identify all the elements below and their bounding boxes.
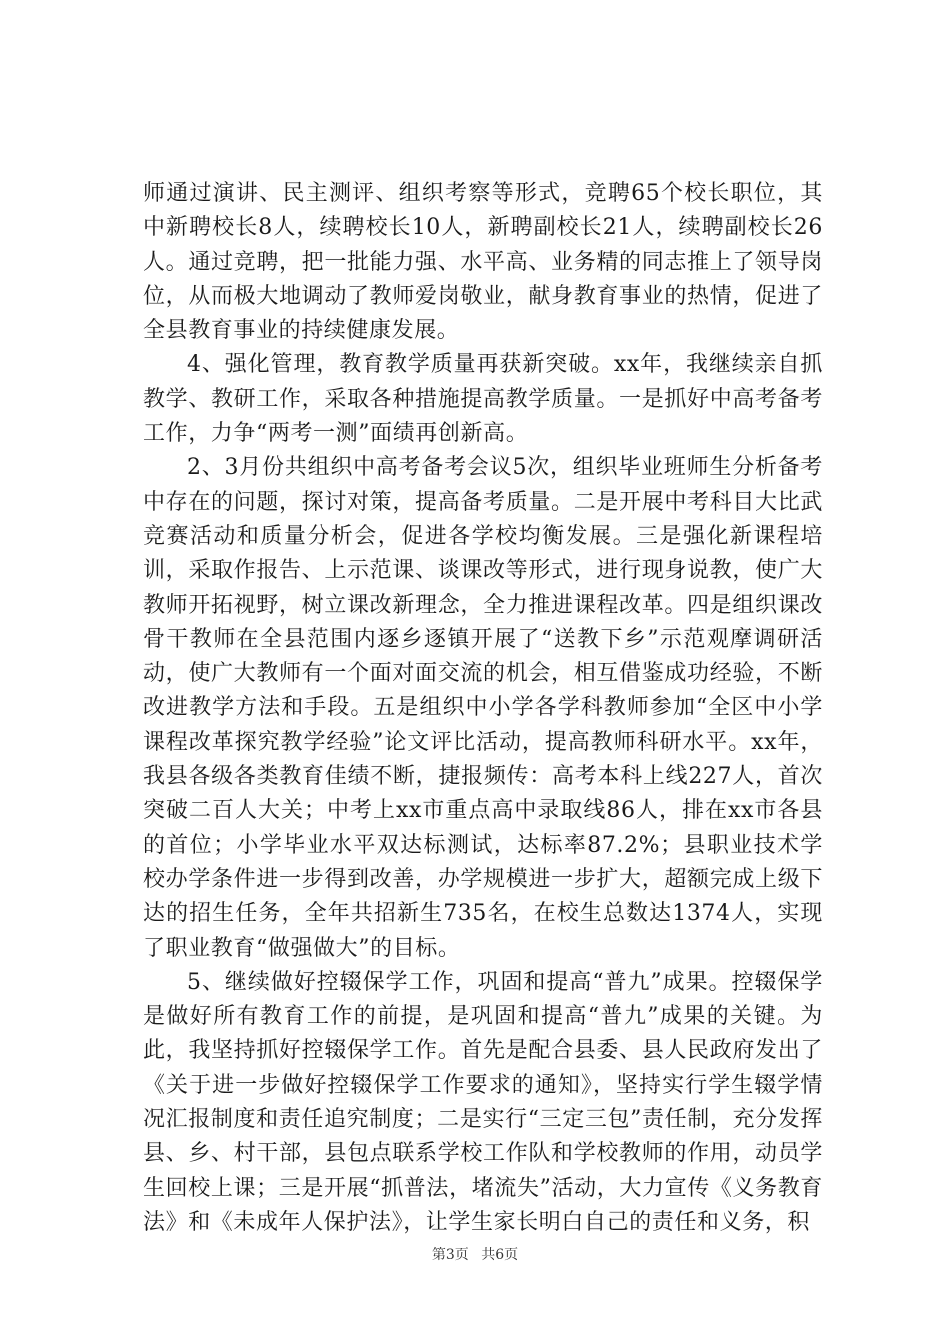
paragraph-continuation: 师通过演讲、民主测评、组织考察等形式，竞聘65个校长职位，其中新聘校长8人，续聘校长10人，新聘副校长21人，续聘副校长26人。通过竞聘，把一批能力强、水平高、业务精的同志推上了领导岗位，从而极大地调动了教师爱岗敬业，献身教育事业的热情，促进了全县教育事业的持续健康发展。 — [143, 181, 823, 344]
paragraph-section-5: 5、继续做好控辍保学工作，巩固和提高“普九”成果。控辍保学是做好所有教育工作的前提，是巩固和提高“普九”成果的关键。为此，我坚持抓好控辍保学工作。首先是配合县委、县人民政府发出了《关于进一步做好控辍保学工作要求的通知》，坚持实行学生辍学情况汇报制度和责任追究制度；二是实行“三定三包”责任制，充分发挥县、乡、村干部，县包点联系学校工作队和学校教师的作用，动员学生回校上课；三是开展“抓普法，堵流失”活动，大力宣传《义务教育法》和《未成年人保护法》，让学生家长明白自己的责任和义务，积 — [143, 969, 823, 1235]
paragraph-exam-prep: 2、3月份共组织中高考备考会议5次，组织毕业班师生分析备考中存在的问题，探讨对策，提高备考质量。二是开展中考科目大比武竞赛活动和质量分析会，促进各学校均衡发展。三是强化新课程培训，采取作报告、上示范课、谈课改等形式，进行现身说教，使广大教师开拓视野，树立课改新理念，全力推进课程改革。四是组织课改骨干教师在全县范围内逐乡逐镇开展了“送教下乡”示范观摩调研活动，使广大教师有一个面对面交流的机会，相互借鉴成功经验，不断改进教学方法和手段。五是组织中小学各学科教师参加“全区中小学课程改革探究教学经验”论文评比活动，提高教师科研水平。xx年，我县各级各类教育佳绩不断，捷报频传：高考本科上线227人，首次突破二百人大关；中考上xx市重点高中录取线86人，排在xx市各县的首位；小学毕业水平双达标测试，达标率87.2%；县职业技术学校办学条件进一步得到改善，办学规模进一步扩大，超额完成上级下达的招生任务，全年共招新生735名，在校生总数达1374人，实现了职业教育“做强做大”的目标。 — [143, 455, 823, 961]
page-number-total: 共6页 — [481, 1247, 519, 1263]
paragraph-section-4: 4、强化管理，教育教学质量再获新突破。xx年，我继续亲自抓教学、教研工作，采取各种措施提高教学质量。一是抓好中高考备考工作，力争“两考一测”面绩再创新高。 — [143, 352, 823, 447]
page-footer — [0, 1244, 950, 1264]
page-number-current: 第3页 — [431, 1247, 469, 1263]
document-body — [143, 177, 823, 1240]
